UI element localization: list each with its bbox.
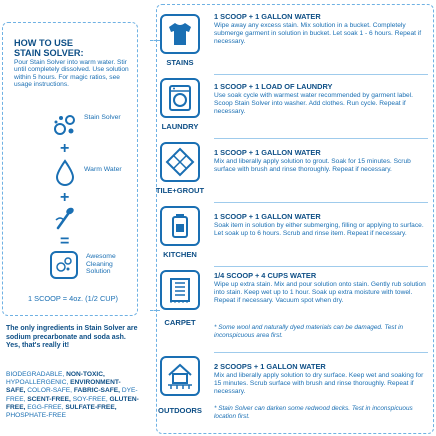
bubbles-icon bbox=[52, 112, 78, 138]
row-divider bbox=[214, 202, 428, 203]
how-to-title-line-2: STAIN SOLVER: bbox=[14, 48, 84, 58]
scoop-ratio: 1 SCOOP = 4oz. (1/2 CUP) bbox=[27, 294, 119, 303]
water-drop-icon bbox=[55, 159, 75, 187]
row-instructions: Use soak cycle with warmest water recommended by garment label. Scoop Stain Solver into washer. Add clothes. Run cycle. Repeat if necessary. bbox=[214, 92, 413, 116]
row-title: 1 SCOOP + 1 GALLON WATER bbox=[214, 148, 321, 157]
category-label: STAINS bbox=[166, 58, 194, 67]
row-note: * Stain Solver can darken some redwood decks. Test in inconspicuous location first. bbox=[214, 405, 413, 420]
tile-grid-icon bbox=[165, 147, 195, 177]
category-label: OUTDOORS bbox=[158, 406, 202, 415]
prop-environment-safe: ENVIRONMENT-SAFE, bbox=[6, 379, 121, 395]
prop-fabric-safe: FABRIC-SAFE, bbox=[73, 387, 120, 395]
prop-gluten-free: GLUTEN-FREE, bbox=[6, 395, 139, 411]
category-label: LAUNDRY bbox=[161, 122, 199, 131]
house-deck-icon bbox=[165, 361, 195, 391]
category-label: CARPET bbox=[164, 318, 196, 327]
carpet-icon bbox=[165, 275, 195, 305]
row-title: 1/4 SCOOP + 4 CUPS WATER bbox=[214, 271, 317, 280]
row-title: 2 SCOOPS + 1 GALLON WATER bbox=[214, 362, 326, 371]
shirt-icon bbox=[165, 19, 195, 49]
equals-sign: = bbox=[60, 233, 70, 250]
usage-row-carpet bbox=[156, 268, 434, 350]
product-properties bbox=[6, 371, 140, 420]
usage-row-outdoors bbox=[156, 354, 434, 432]
kitchen-appliance-icon bbox=[165, 211, 195, 241]
kitchen-icon-box bbox=[160, 206, 200, 246]
cleaning-solution-icon bbox=[50, 251, 78, 279]
solution-bubbles-icon bbox=[55, 256, 73, 274]
plus-sign-2: + bbox=[60, 189, 70, 206]
prop-color-safe: COLOR-SAFE, bbox=[27, 387, 72, 395]
how-to-title bbox=[14, 38, 134, 58]
row-instructions: Soak item in solution by either submerging, filling or applying to surface. Let soak up to 6 hours. Scrub and rinse item. Repeat if necessary. bbox=[214, 222, 424, 238]
row-instructions: Mix and liberally apply solution to dry surface. Keep wet and soaking for 15 minutes. Scrub surface with brush and rinse thoroughly. Repeat if necessary. bbox=[214, 372, 424, 396]
usage-row-tile-grout bbox=[156, 142, 434, 202]
prop-biodegradable: BIODEGRADABLE, bbox=[6, 371, 65, 378]
row-title: 1 SCOOP + 1 LOAD OF LAUNDRY bbox=[214, 82, 333, 91]
prop-egg-free: EGG-FREE, bbox=[27, 403, 64, 411]
row-divider bbox=[214, 74, 428, 75]
prop-scent-free: SCENT-FREE, bbox=[27, 395, 71, 403]
how-to-instructions: Pour Stain Solver into warm water. Stir until completely dissolved. Use solution within 5 hours. For magic ratios, see usage instructions. bbox=[14, 59, 129, 89]
stain-solver-label: Stain Solver bbox=[84, 114, 121, 121]
plus-sign: + bbox=[60, 140, 70, 157]
prop-sulfate-free: SULFATE-FREE, bbox=[65, 403, 117, 411]
ingredients-statement: The only ingredients in Stain Solver are sodium precarbonate and soda ash. Yes, that's really it! bbox=[6, 325, 138, 350]
prop-phosphate-free: PHOSPHATE-FREE bbox=[6, 412, 66, 420]
row-divider bbox=[214, 352, 428, 353]
prop-soy-free: SOY-FREE, bbox=[72, 395, 108, 403]
outdoors-icon-box bbox=[160, 356, 200, 396]
usage-row-kitchen bbox=[156, 206, 434, 266]
stains-icon-box bbox=[160, 14, 200, 54]
category-label: TILE+GROUT bbox=[155, 186, 205, 195]
how-to-title-line-1: HOW TO USE bbox=[14, 38, 74, 48]
prop-hypoallergenic: HYPOALLERGENIC, bbox=[6, 379, 69, 387]
row-instructions: Wipe away any excess stain. Mix solution in a bucket. Completely submerge garment in solution in bucket. Let soak 1 - 6 hours. Repeat if necessary. bbox=[214, 22, 422, 46]
washing-machine-icon bbox=[165, 83, 195, 113]
tile-grout-icon-box bbox=[160, 142, 200, 182]
prop-dye-free: DYE-FREE, bbox=[6, 387, 138, 403]
warm-water-label: Warm Water bbox=[84, 166, 122, 173]
carpet-icon-box bbox=[160, 270, 200, 310]
row-instructions: Wipe up extra stain. Mix and pour solution onto stain. Gently rub solution into stain. Keep wet up to 1 hour. Soak up extra moisture with towel. Repeat if necessary. Vacuum spot when dry. bbox=[214, 281, 426, 305]
laundry-icon-box bbox=[160, 78, 200, 118]
prop-non-toxic: NON-TOXIC, bbox=[66, 371, 105, 378]
row-title: 1 SCOOP + 1 GALLON WATER bbox=[214, 12, 321, 21]
category-label: KITCHEN bbox=[163, 250, 197, 259]
usage-row-stains bbox=[156, 10, 434, 72]
row-note: * Some wool and naturally dyed materials can be damaged. Test in inconspicuous area first. bbox=[214, 324, 404, 339]
stir-spoon-icon bbox=[54, 206, 76, 232]
row-instructions: Mix and liberally apply solution to grout. Soak for 15 minutes. Scrub surface with brush and rinse thoroughly. Repeat if necessary. bbox=[214, 158, 411, 174]
row-title: 1 SCOOP + 1 GALLON WATER bbox=[214, 212, 321, 221]
usage-row-laundry bbox=[156, 78, 434, 138]
cleaning-solution-label: Awesome Cleaning Solution bbox=[86, 253, 116, 276]
row-divider bbox=[214, 138, 428, 139]
row-divider bbox=[214, 266, 428, 267]
